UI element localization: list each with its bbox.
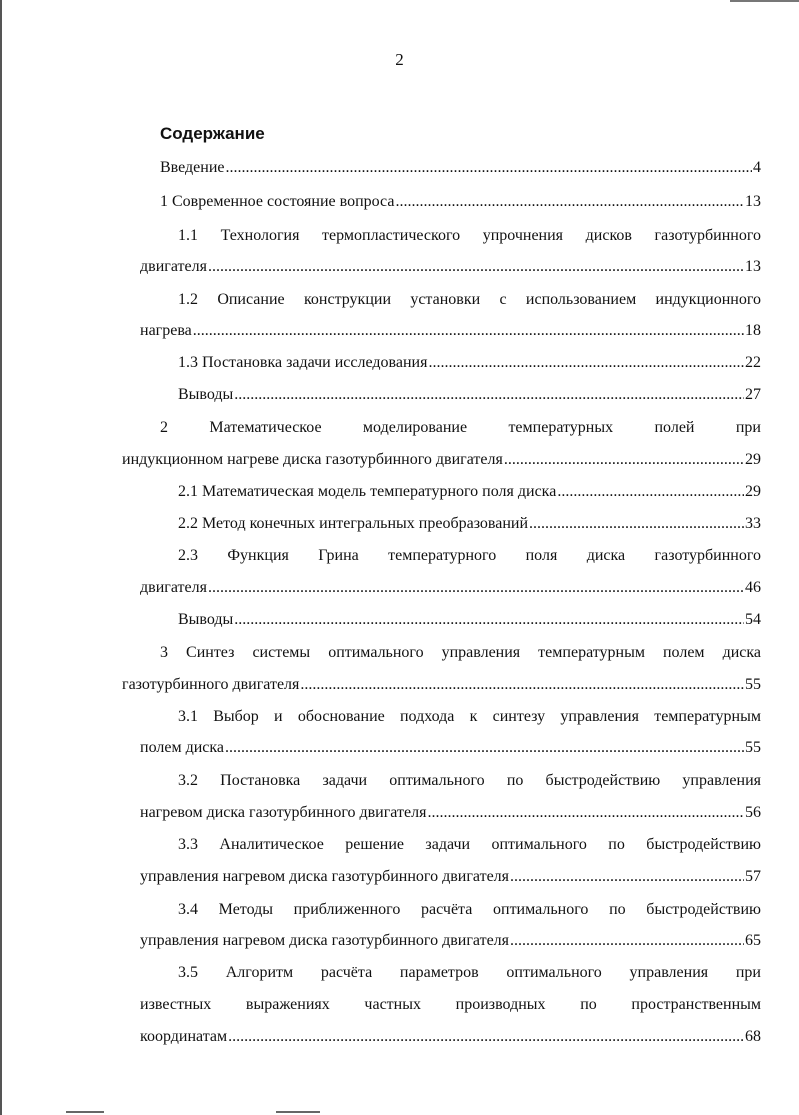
toc-entry[interactable]: 2.1 Математическая модель температурного поля диска ..... 29: [178, 482, 761, 502]
bottom-edge-mark: [276, 1111, 320, 1113]
toc-entry[interactable]: координатам ..... 68: [140, 1027, 761, 1047]
toc-entry[interactable]: двигателя ..... 46: [140, 578, 761, 598]
toc-entry[interactable]: известных выражениях частных производных по пространственным: [140, 996, 761, 1013]
toc-entry[interactable]: Выводы ..... 54: [178, 610, 761, 630]
toc-entry[interactable]: 3.5 Алгоритм расчёта параметров оптимального управления при: [178, 964, 761, 981]
toc-entry[interactable]: 2 Математическое моделирование температурных полей при: [160, 419, 761, 436]
toc-entry[interactable]: 3.3 Аналитическое решение задачи оптимального по быстродействию: [178, 836, 761, 853]
toc-entry[interactable]: управления нагревом диска газотурбинного двигателя ..... 65: [140, 931, 761, 951]
toc-entry[interactable]: нагрева ..... 18: [140, 321, 761, 341]
toc-entry[interactable]: Выводы ..... 27: [178, 385, 761, 405]
toc-entry[interactable]: газотурбинного двигателя ..... 55: [122, 675, 761, 695]
toc-entry[interactable]: 2.3 Функция Грина температурного поля диска газотурбинного: [178, 547, 761, 564]
toc-entry[interactable]: 2.2 Метод конечных интегральных преобразований ..... 33: [178, 514, 761, 534]
toc-entry[interactable]: 1 Современное состояние вопроса ..... 13: [160, 192, 761, 212]
toc-entry[interactable]: 3 Синтез системы оптимального управления температурным полем диска: [160, 644, 761, 661]
toc-entry[interactable]: двигателя ..... 13: [140, 257, 761, 277]
toc-entry[interactable]: полем диска ..... 55: [140, 738, 761, 758]
toc-entry[interactable]: 1.3 Постановка задачи исследования ..... 22: [178, 353, 761, 373]
toc-entry[interactable]: управления нагревом диска газотурбинного двигателя ..... 57: [140, 867, 761, 887]
page-number: 2: [395, 50, 404, 69]
toc-entry[interactable]: 3.4 Методы приближенного расчёта оптимального по быстродействию: [178, 901, 761, 918]
top-edge-mark: [730, 0, 799, 2]
toc-entry[interactable]: 3.2 Постановка задачи оптимального по быстродействию управления: [178, 772, 761, 789]
toc-entry[interactable]: нагревом диска газотурбинного двигателя ..... 56: [140, 803, 761, 823]
toc-entry[interactable]: Введение ..... 4: [160, 158, 761, 178]
toc-entry[interactable]: индукционном нагреве диска газотурбинного двигателя ..... 29: [122, 450, 761, 470]
bottom-edge-mark: [66, 1111, 104, 1113]
toc-entry[interactable]: 1.1 Технология термопластического упрочнения дисков газотурбинного: [178, 227, 761, 244]
toc-entry[interactable]: 3.1 Выбор и обоснование подхода к синтезу управления температурным: [178, 708, 761, 725]
toc-entry[interactable]: 1.2 Описание конструкции установки с использованием индукционного: [178, 291, 761, 308]
page-title: Содержание: [160, 124, 265, 143]
